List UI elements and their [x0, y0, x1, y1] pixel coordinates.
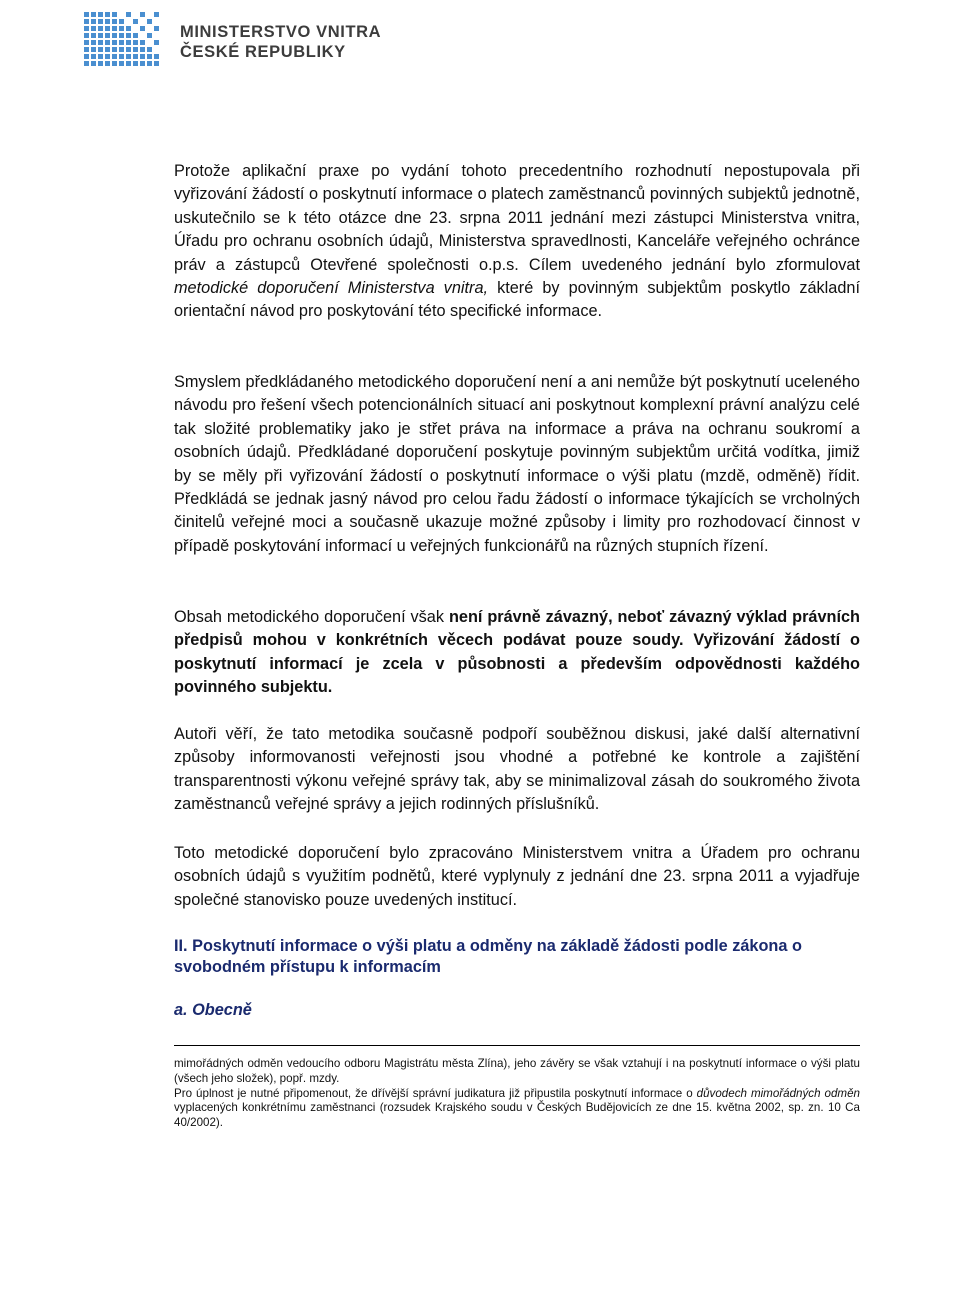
footnotes: [174, 1057, 860, 1131]
paragraph-1: [174, 160, 860, 324]
paragraph-1-italic: metodické doporučení Ministerstva vnitra,: [174, 279, 489, 298]
paragraph-1-text-c: které by povinným subjektům poskytlo základní orientační návod pro poskytování této specifické informace.: [174, 279, 860, 321]
paragraph-1-text-a: Protože aplikační praxe po vydání tohoto precedentního rozhodnutí nepostupovala při vyřizování žádostí o poskytnutí informace o platech zaměstnanců povinných subjektů jednotně, uskutečnilo se k této otázce dne 23. srpna 2011 jednání mezi zástupci Ministerstva vnitra, Úřadu pro ochranu osobních údajů, Ministerstva spravedlnosti, Kanceláře veřejného ochránce práv a zástupců Otevřené společnosti o.p.s. Cílem uvedeného jednání bylo zformulovat: [174, 162, 860, 274]
paragraph-3-bold: není právně závazný, neboť závazný výklad právních předpisů mohou v konkrétních věcech podávat pouze soudy. Vyřizování žádostí o poskytnutí informací je zcela v působnosti a především odpovědnosti každého povinného subjektu.: [174, 608, 860, 697]
logo-line2: ČESKÉ REPUBLIKY: [180, 43, 346, 61]
paragraph-3: [174, 606, 860, 700]
paragraph-2: Smyslem předkládaného metodického doporučení není a ani nemůže být poskytnutí uceleného návodu pro řešení všech potencionálních situací ani poskytnout komplexní právní analýzu celé tak složité problematiky jako je střet práva na informace a práva na ochranu soukromí a osobních údajů. Předkládané doporučení poskytuje povinným subjektům určitá vodítka, jimiž by se měly při vyřizování žádostí o poskytnutí informace o výši platu (mzdě, odměně) řídit. Předkládá se jednak jasný návod pro celou řadu žádostí o informace týkajících se vrcholných činitelů veřejné moci a současně ukazuje možné způsoby i limity pro rozhodovací činnost v případě poskytování informací u veřejných funkcionářů na různých stupních řízení.: [174, 373, 860, 555]
footnote-2-italic: důvodech mimořádných odměn: [696, 1086, 860, 1100]
logo-text: [180, 22, 381, 62]
logo-line1: MINISTERSTVO VNITRA: [180, 23, 382, 41]
section-heading: II. Poskytnutí informace o výši platu a odměny na základě žádosti podle zákona o svobodném přístupu k informacím: [174, 937, 802, 976]
paragraph-5: Toto metodické doporučení bylo zpracováno Ministerstvem vnitra a Úřadem pro ochranu osobních údajů s využitím podnětů, které vyplynuly z jednání dne 23. srpna 2011 a vyjadřuje společné stanovisko pouze uvedených institucí.: [174, 844, 860, 909]
footnote-2: [174, 1087, 860, 1131]
paragraph-3-text-a: Obsah metodického doporučení však: [174, 608, 449, 626]
footnote-2-text-a: Pro úplnost je nutné připomenout, že dřívější správní judikatura již připustila poskytnutí informace o: [174, 1086, 697, 1100]
footnote-1: mimořádných odměn vedoucího odboru Magistrátu města Zlína), jeho závěry se však vztahují i na poskytnutí informace o výši platu (všech jeho složek), popř. mzdy.: [174, 1057, 860, 1085]
paragraph-4: Autoři věří, že tato metodika současně podpoří souběžnou diskusi, jaké další alternativní způsoby informovanosti veřejnosti jsou vhodné a potřebné ke kontrole a zajištění transparentnosti výkonu veřejné správy tak, aby se minimalizoval zásah do soukromého života zaměstnanců veřejné správy a jejich rodinných příslušníků.: [174, 725, 860, 814]
footnote-2-text-c: vyplacených konkrétnímu zaměstnanci (rozsudek Krajského soudu v Českých Budějovicích ze dne 15. května 2002, sp. zn. 10 Ca 40/2002).: [174, 1101, 860, 1130]
footnote-divider: [174, 1045, 860, 1046]
subsection-heading: a. Obecně: [174, 1001, 252, 1019]
